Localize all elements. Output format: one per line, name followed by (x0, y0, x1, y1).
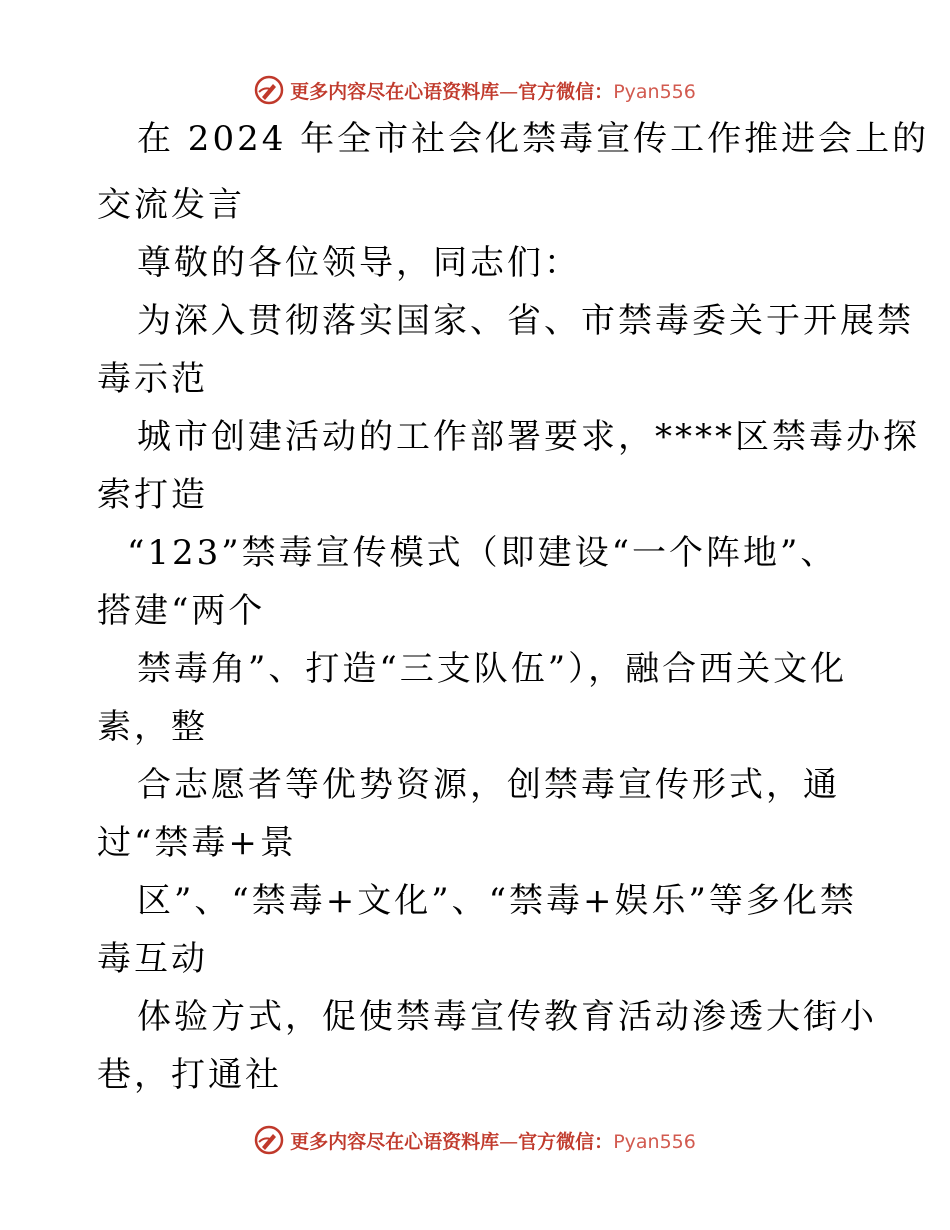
paragraph-line: 城市创建活动的工作部署要求，****区禁毒办探 (137, 417, 920, 457)
watermark-dash: — (499, 1130, 519, 1153)
paragraph-line: “123”禁毒宣传模式（即建设“一个阵地”、 (127, 533, 838, 573)
watermark-brand: 更多内容尽在心语资料库 (290, 80, 500, 103)
title-line-1: 在 2024 年全市社会化禁毒宣传工作推进会上的 (137, 119, 930, 159)
paragraph-line: 禁毒角”、打造“三支队伍”），融合西关文化 (137, 649, 848, 689)
paragraph-line: 毒示范 (97, 359, 208, 399)
paragraph-line: 为深入贯彻落实国家、省、市禁毒委关于开展禁 (137, 301, 914, 341)
header-watermark (0, 70, 950, 110)
watermark-official: 官方微信： (518, 1130, 614, 1153)
paragraph-line: 区”、“禁毒+文化”、“禁毒+娱乐”等多化禁 (137, 881, 857, 921)
watermark-id: Pyan556 (613, 1130, 696, 1153)
pen-logo-icon (254, 1125, 284, 1155)
title-line-2: 交流发言 (97, 185, 245, 225)
paragraph-line: 巷，打通社 (97, 1055, 282, 1095)
paragraph-line: 合志愿者等优势资源，创禁毒宣传形式，通 (137, 765, 840, 805)
paragraph-line: 毒互动 (97, 939, 208, 979)
watermark-text (290, 1127, 696, 1154)
watermark-dash: — (499, 80, 519, 103)
paragraph-line: 索打造 (97, 475, 208, 515)
watermark-official: 官方微信： (518, 80, 614, 103)
watermark-text (290, 77, 696, 104)
salutation: 尊敬的各位领导，同志们： (137, 243, 581, 283)
footer-watermark (0, 1120, 950, 1160)
paragraph-line: 过“禁毒+景 (97, 823, 297, 863)
paragraph-line: 体验方式，促使禁毒宣传教育活动渗透大街小 (137, 997, 877, 1037)
pen-logo-icon (254, 75, 284, 105)
watermark-brand: 更多内容尽在心语资料库 (290, 1130, 500, 1153)
watermark-id: Pyan556 (613, 80, 696, 103)
paragraph-line: 素，整 (97, 707, 208, 747)
paragraph-line: 搭建“两个 (97, 591, 266, 631)
